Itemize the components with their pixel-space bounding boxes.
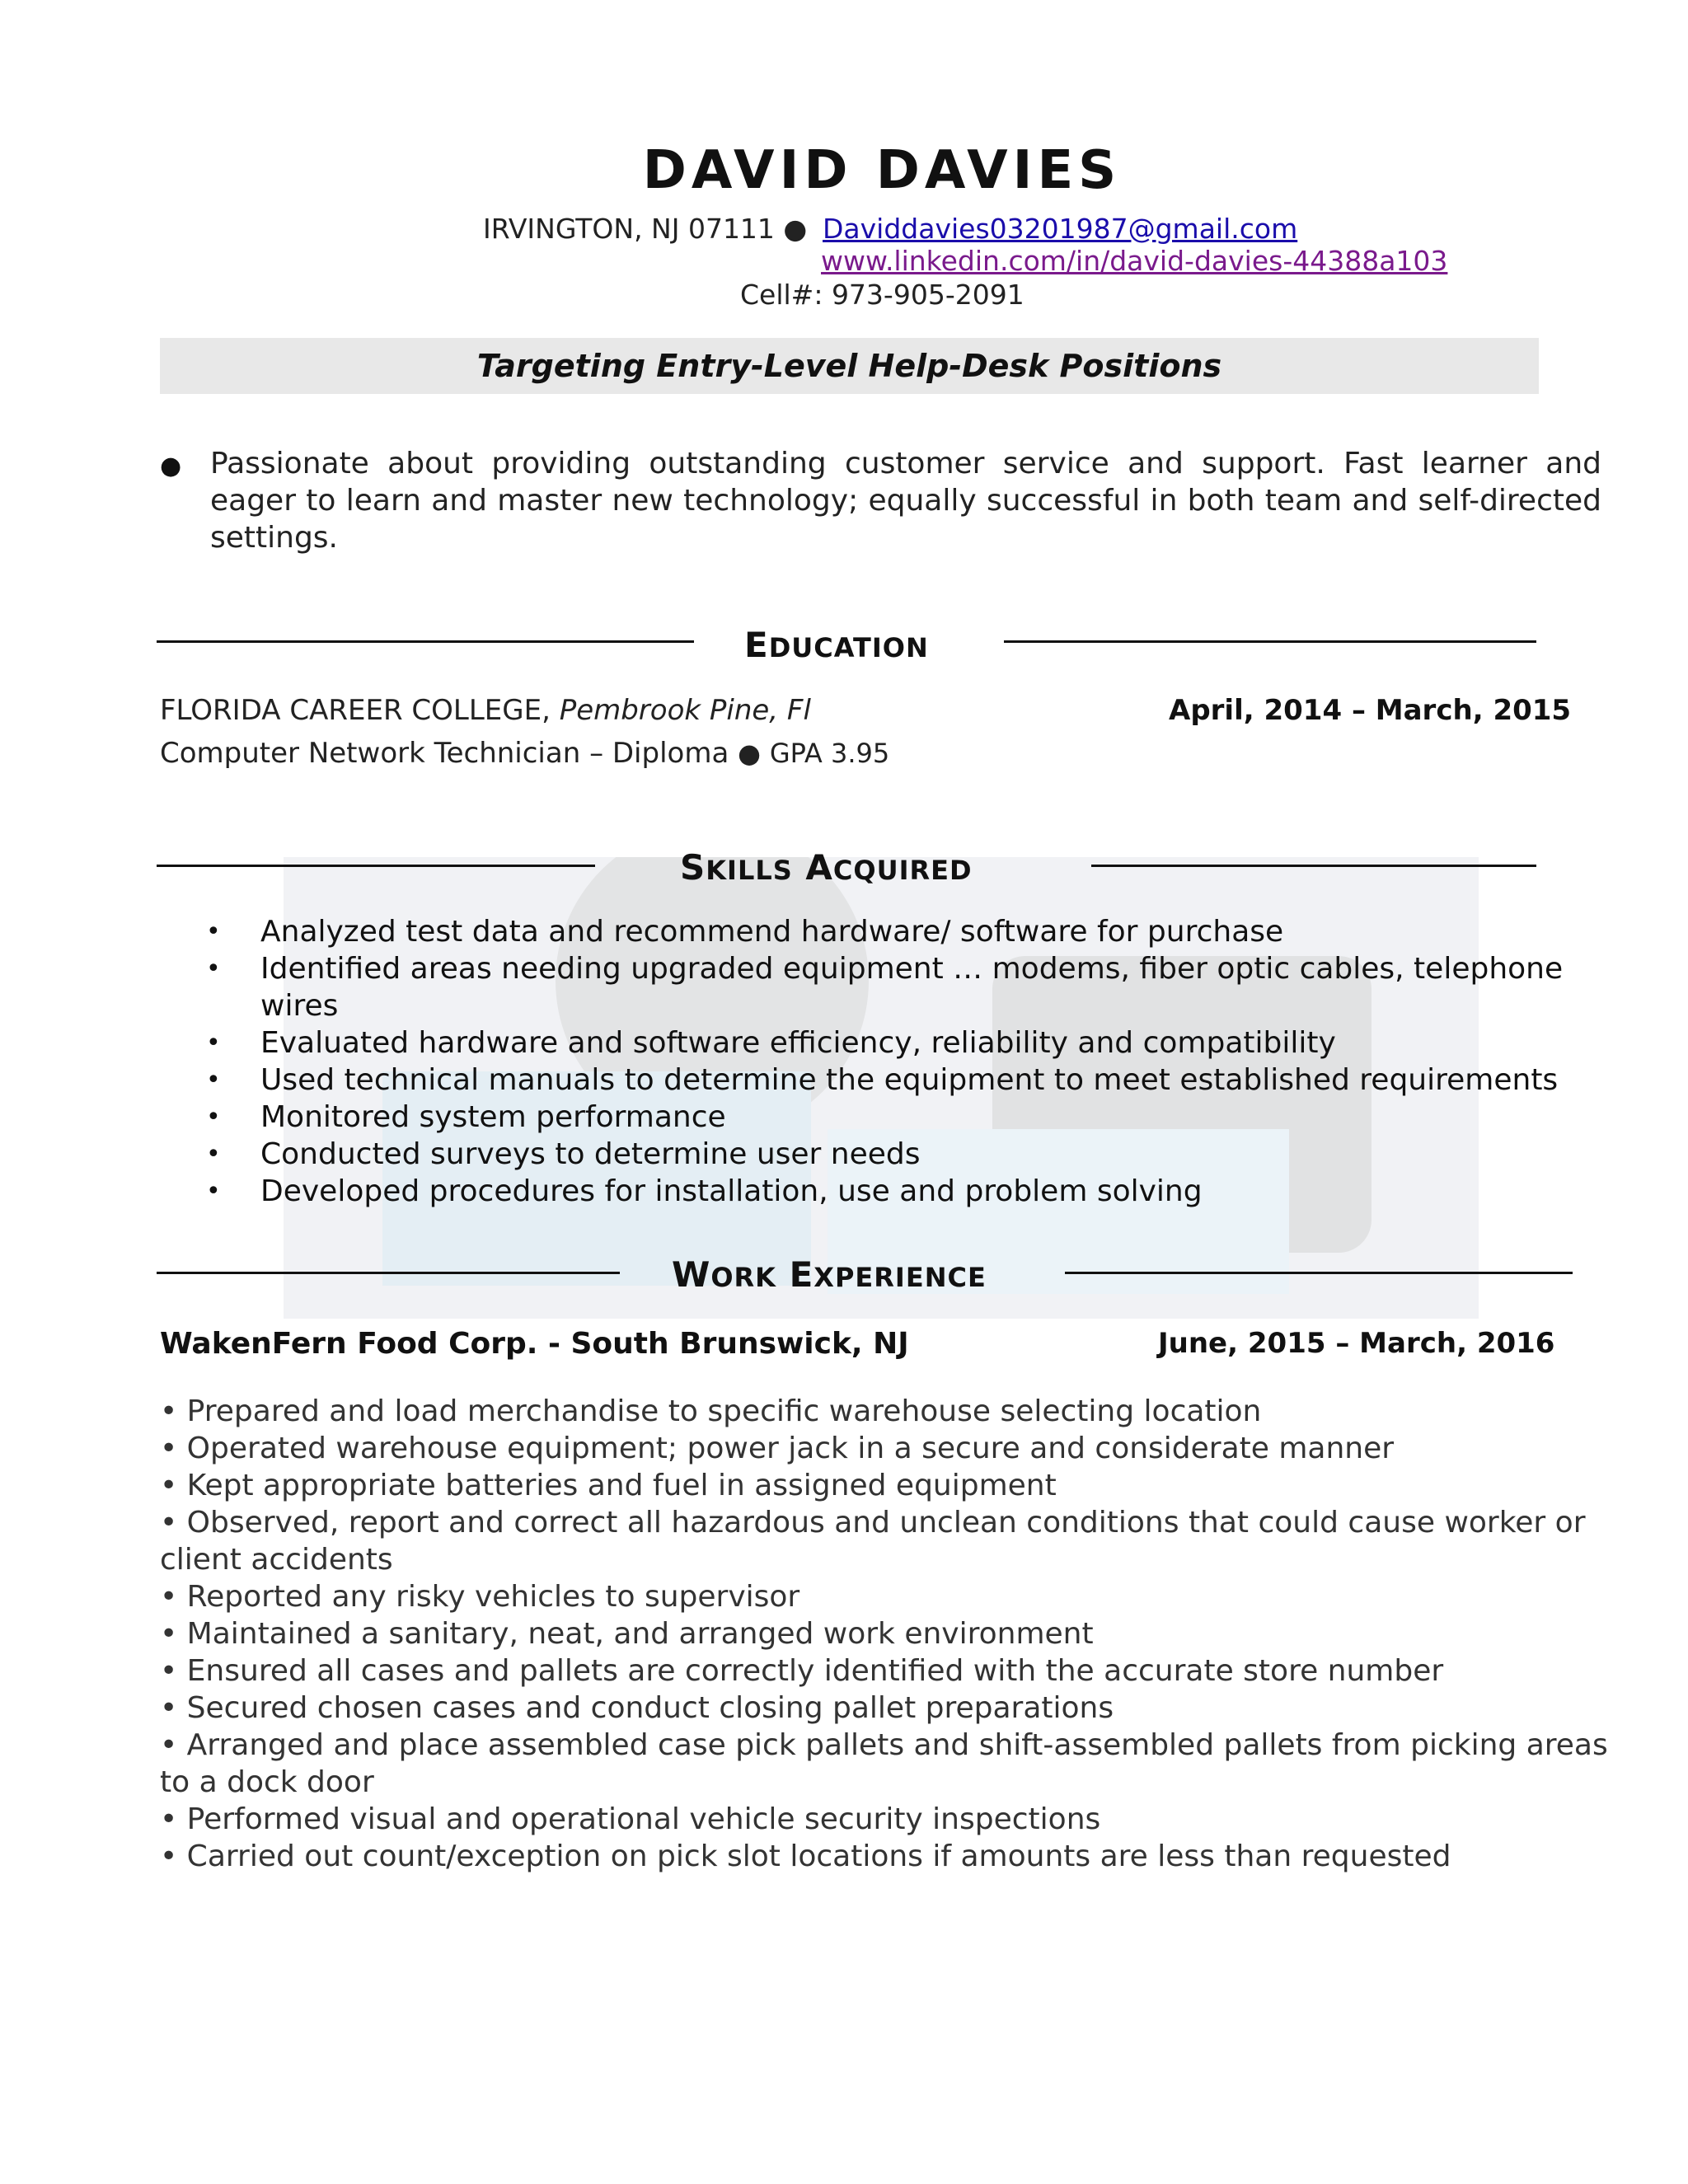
list-item: • Ensured all cases and pallets are correctly identified with the accurate store number	[160, 1654, 1444, 1688]
list-item: • Developed procedures for installation, use and problem solving	[206, 1174, 1203, 1208]
summary-bullet: ●	[160, 452, 182, 480]
list-item: • Operated warehouse equipment; power jack in a secure and considerate manner	[160, 1432, 1395, 1465]
education-rule-left	[157, 640, 694, 643]
list-item: • Analyzed test data and recommend hardware/ software for purchase	[206, 915, 1284, 949]
school-line	[160, 694, 811, 727]
summary-text: Passionate about providing outstanding customer service and support. Fast learner and eager to learn and master new technology; equally successful in both team and self-directed settings.	[210, 447, 1601, 555]
list-item: • Arranged and place assembled case pick pallets and shift-assembled pallets from picking areas to a dock door	[160, 1728, 1608, 1799]
cell-phone: Cell#: 973-905-2091	[740, 279, 1025, 311]
list-item: • Kept appropriate batteries and fuel in assigned equipment	[160, 1469, 1057, 1502]
duties-list	[160, 1393, 1611, 1875]
address: IRVINGTON, NJ 07111 ●	[483, 213, 808, 245]
target-title: Targeting Entry-Level Help-Desk Positions	[476, 348, 1222, 384]
list-item: • Maintained a sanitary, neat, and arranged work environment	[160, 1617, 1094, 1651]
degree-line	[160, 737, 889, 770]
skills-rule-right	[1091, 865, 1536, 867]
school-location: Pembrook Pine, Fl	[559, 694, 811, 727]
list-item: • Monitored system performance	[206, 1100, 726, 1134]
skills-rule-left	[157, 865, 595, 867]
skills-heading: SKILLS ACQUIRED	[680, 847, 973, 888]
experience-rule-left	[157, 1272, 620, 1274]
list-item: • Conducted surveys to determine user needs	[206, 1137, 921, 1171]
job-company: WakenFern Food Corp. - South Brunswick, NJ	[160, 1327, 909, 1361]
linkedin-link[interactable]: www.linkedin.com/in/david-davies-44388a103	[821, 245, 1448, 277]
skills-list	[206, 913, 1607, 1210]
list-item: • Carried out count/exception on pick slot locations if amounts are less than requested	[160, 1840, 1451, 1873]
education-rule-right	[1004, 640, 1536, 643]
list-item: • Performed visual and operational vehicle security inspections	[160, 1802, 1101, 1836]
list-item: • Observed, report and correct all hazardous and unclean conditions that could cause worker or client accidents	[160, 1506, 1586, 1577]
list-item: • Secured chosen cases and conduct closing pallet preparations	[160, 1691, 1114, 1725]
education-heading: EDUCATION	[744, 625, 929, 665]
email-link[interactable]: Daviddavies03201987@gmail.com	[823, 213, 1298, 245]
degree-separator: ●	[738, 738, 762, 769]
school-name: FLORIDA CAREER COLLEGE,	[160, 694, 551, 727]
list-item: • Evaluated hardware and software efficiency, reliability and compatibility	[206, 1026, 1336, 1060]
education-dates: April, 2014 – March, 2015	[1169, 694, 1572, 727]
list-item: • Used technical manuals to determine the equipment to meet established requirements	[206, 1063, 1559, 1097]
experience-heading: WORK EXPERIENCE	[672, 1254, 987, 1295]
list-item: • Reported any risky vehicles to supervisor	[160, 1580, 800, 1614]
experience-rule-right	[1065, 1272, 1573, 1274]
gpa: GPA 3.95	[769, 738, 890, 769]
job-dates: June, 2015 – March, 2016	[1158, 1327, 1555, 1360]
candidate-name: DAVID DAVIES	[642, 140, 1122, 201]
list-item: • Prepared and load merchandise to specific warehouse selecting location	[160, 1394, 1262, 1428]
list-item: • Identified areas needing upgraded equipment … modems, fiber optic cables, telephone wires	[206, 952, 1564, 1023]
degree: Computer Network Technician – Diploma	[160, 737, 729, 770]
